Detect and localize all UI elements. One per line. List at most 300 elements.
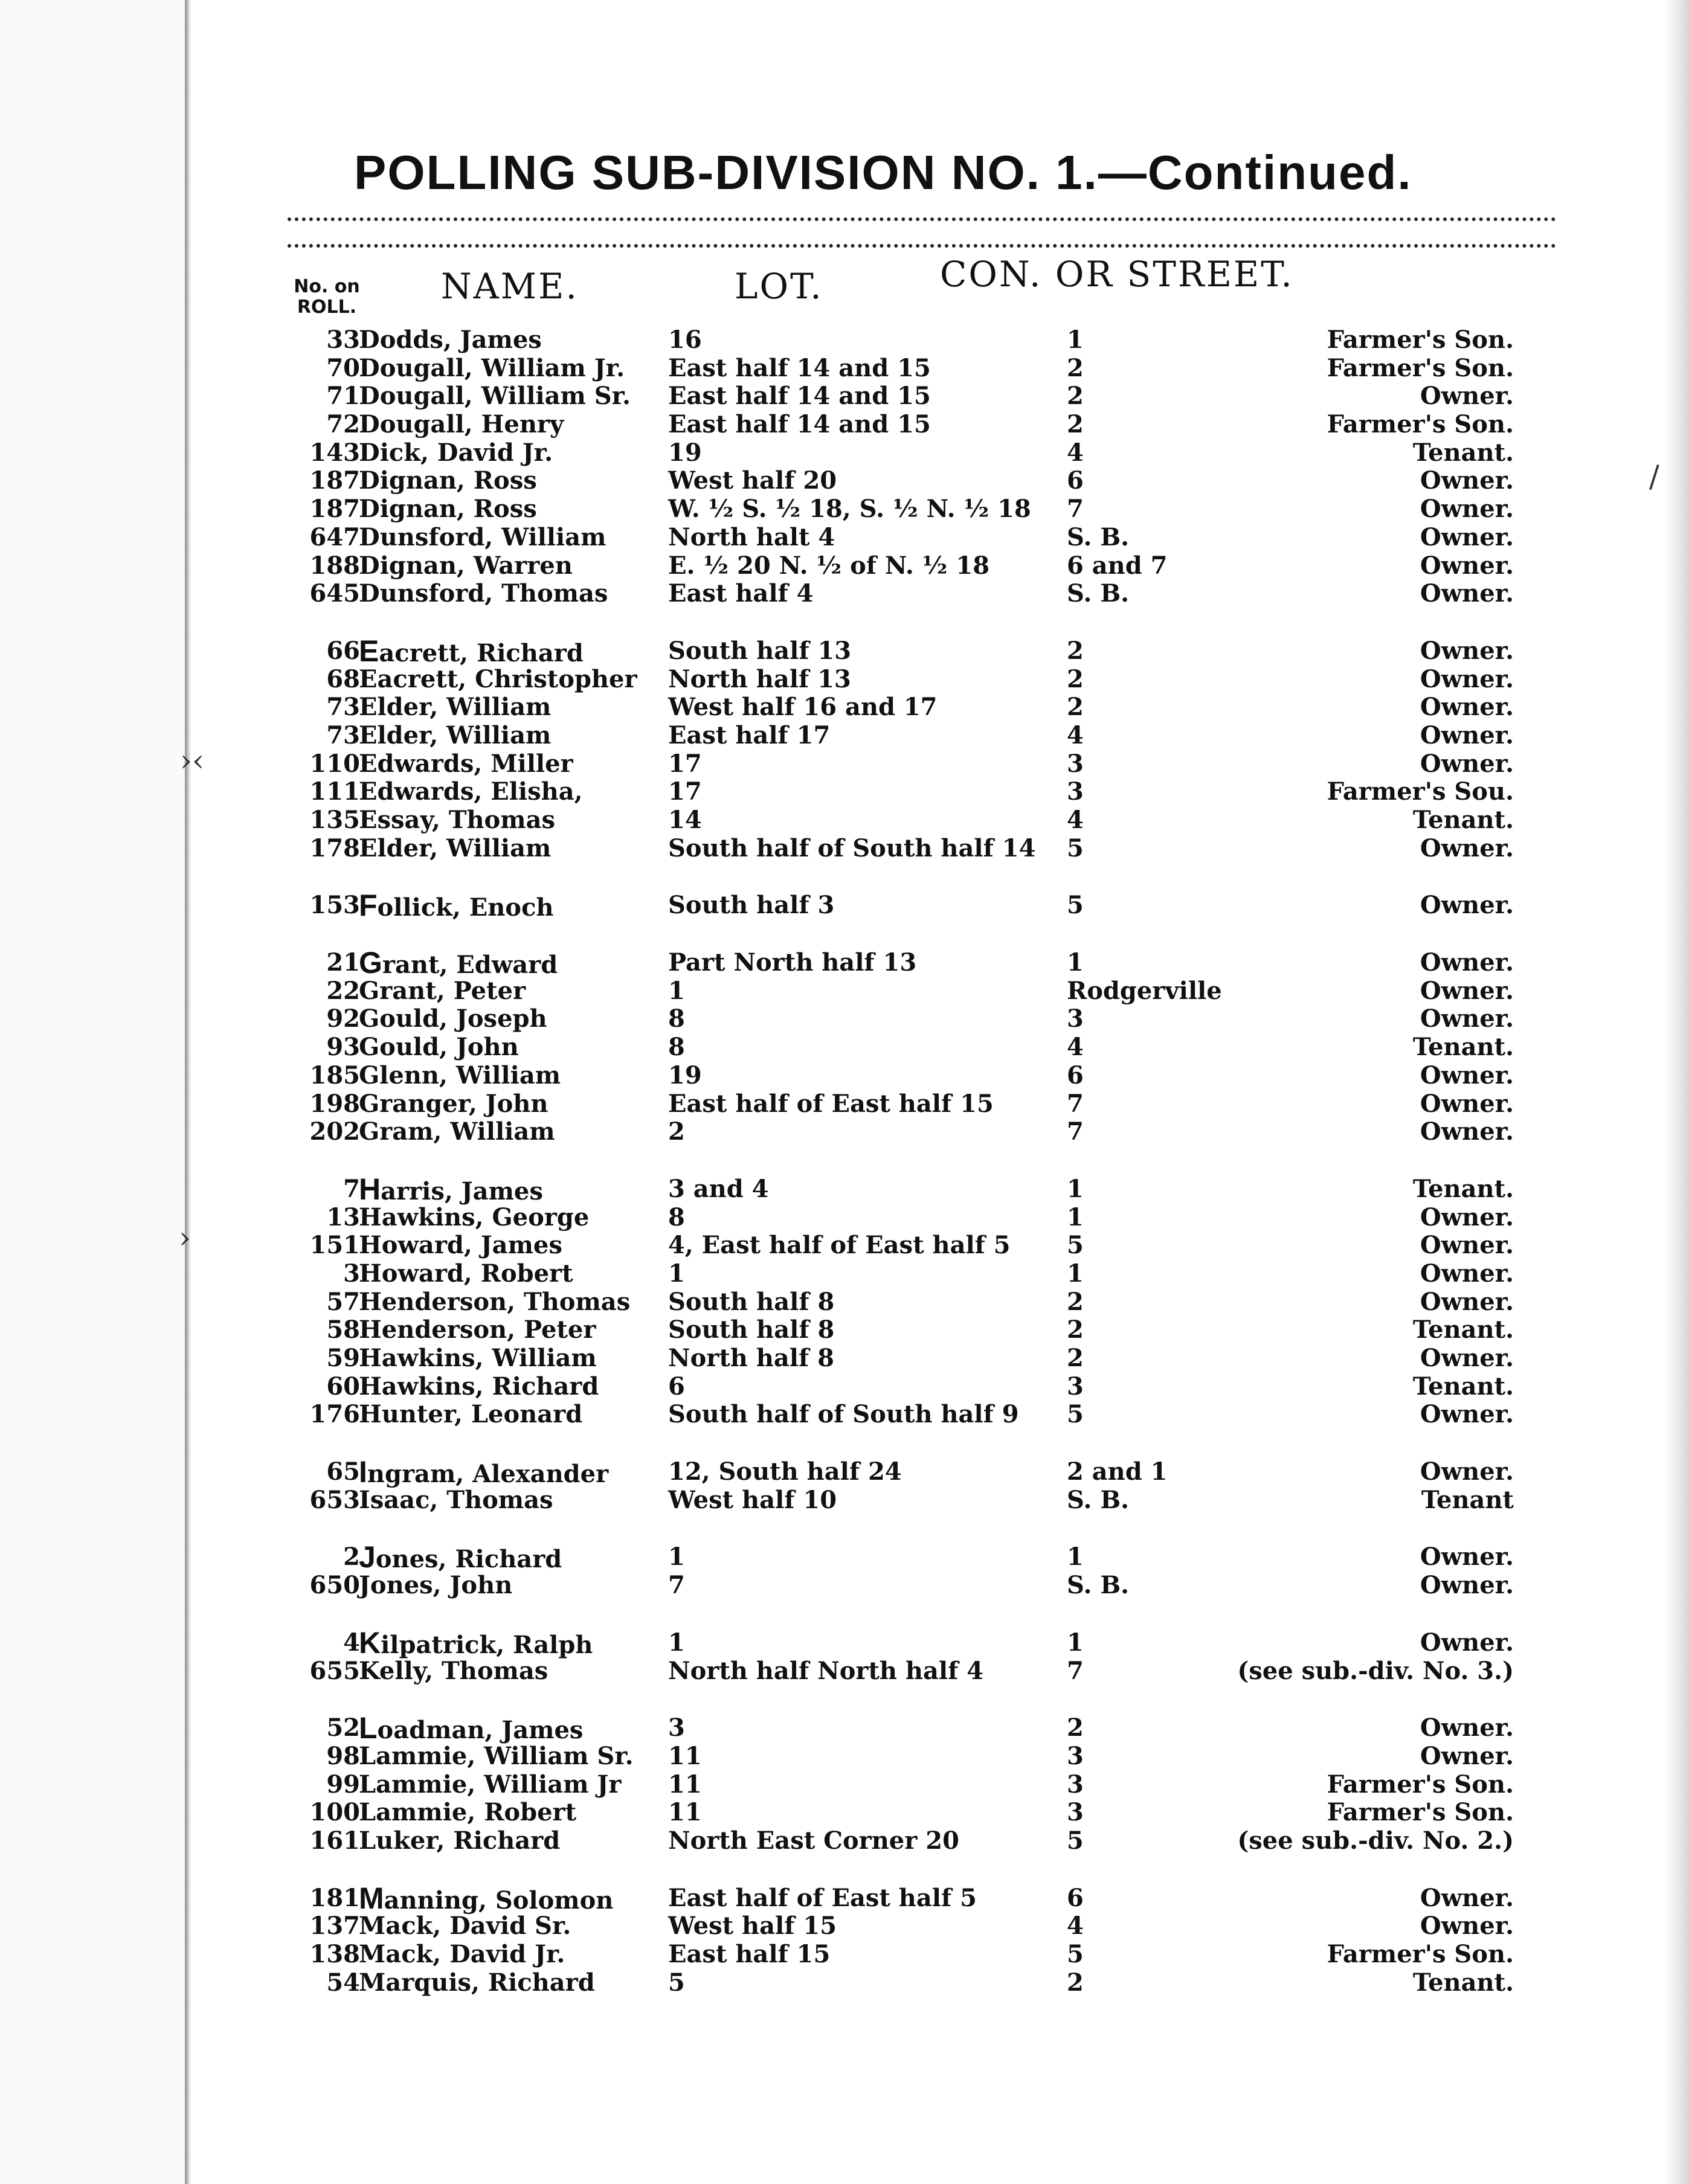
voter-row: [191, 411, 1665, 439]
section-initial: F: [359, 888, 378, 923]
roll-number: 153: [309, 891, 360, 920]
roll-number: 653: [309, 1485, 360, 1514]
voter-name: Essay, Thomas: [359, 806, 555, 834]
concession-or-street: 2: [1067, 693, 1084, 722]
voter-status: Owner.: [1420, 891, 1514, 920]
concession-or-street: 1: [1067, 1203, 1084, 1232]
voter-name: Elder, William: [359, 833, 552, 862]
lot-description: North halt 4: [668, 522, 835, 551]
voter-name: Luker, Richard: [359, 1826, 561, 1855]
voter-row: [191, 1941, 1665, 1969]
voter-row: [191, 1742, 1665, 1771]
lot-description: 16: [668, 326, 702, 354]
voter-row: [191, 326, 1665, 355]
voter-name: Dignan, Warren: [359, 551, 573, 580]
voter-row: [191, 467, 1665, 495]
roll-number: 3: [343, 1259, 360, 1288]
binding-mark: ›‹: [180, 743, 204, 778]
voter-status: Owner.: [1420, 1883, 1514, 1912]
roll-number: 71: [326, 382, 360, 411]
concession-or-street: 2: [1067, 1713, 1084, 1742]
roll-number: 198: [309, 1089, 360, 1118]
voter-status: Farmer's Son.: [1327, 410, 1514, 439]
roll-number: 52: [326, 1713, 360, 1742]
concession-or-street: 4: [1067, 1033, 1084, 1062]
voter-name: Kelly, Thomas: [359, 1656, 549, 1685]
lot-description: South half 8: [668, 1287, 835, 1316]
concession-or-street: 2: [1067, 382, 1084, 411]
voter-status: Owner.: [1420, 833, 1514, 862]
concession-or-street: 2: [1067, 1315, 1084, 1344]
voter-name: Dunsford, Thomas: [359, 579, 608, 608]
roll-number: 59: [326, 1344, 360, 1372]
lot-description: 1: [668, 976, 685, 1005]
voter-name: Henderson, Thomas: [359, 1287, 631, 1316]
concession-or-street: 1: [1067, 1543, 1084, 1572]
roll-number: 54: [326, 1968, 360, 1997]
voter-row: [191, 1881, 1665, 1915]
voter-name: Glenn, William: [359, 1061, 561, 1090]
voter-status: Owner.: [1420, 1741, 1514, 1770]
lot-description: West half 15: [668, 1912, 837, 1941]
voter-name: Lammie, William Jr: [359, 1770, 622, 1799]
roll-number: 4: [343, 1628, 360, 1657]
voter-status: Owner.: [1420, 1061, 1514, 1090]
roll-number: 98: [326, 1741, 360, 1770]
lot-description: 8: [668, 1004, 685, 1033]
voter-status: Owner.: [1420, 1117, 1514, 1146]
voter-name: Eacrett, Richard: [359, 634, 584, 668]
roll-number: 181: [309, 1883, 360, 1912]
voter-status: Farmer's Son.: [1327, 1770, 1514, 1799]
voter-name: Jones, John: [359, 1571, 513, 1600]
voter-name: Edwards, Miller: [359, 749, 573, 778]
header-name: NAME.: [441, 266, 579, 307]
voter-row: [191, 1799, 1665, 1827]
voter-name: Dougall, Henry: [359, 410, 564, 439]
lot-description: 11: [668, 1741, 702, 1770]
lot-description: East half 14 and 15: [668, 382, 931, 411]
voter-row: [191, 722, 1665, 750]
lot-description: 19: [668, 1061, 702, 1090]
voter-row: [191, 1373, 1665, 1401]
voter-row: [191, 946, 1665, 980]
voter-row: [191, 355, 1665, 383]
page-title: POLLING SUB-DIVISION NO. 1.—Continued.: [354, 146, 1412, 199]
voter-status: Farmer's Sou.: [1327, 777, 1514, 806]
concession-or-street: 1: [1067, 1259, 1084, 1288]
lot-description: 1: [668, 1543, 685, 1572]
roll-number: 135: [309, 806, 360, 834]
voter-status: Owner.: [1420, 1400, 1514, 1429]
voter-status: Owner.: [1420, 664, 1514, 693]
voter-name: Gould, Joseph: [359, 1004, 547, 1033]
voter-row: [191, 1572, 1665, 1600]
roll-number: 68: [326, 664, 360, 693]
concession-or-street: 1: [1067, 1628, 1084, 1657]
voter-name: Henderson, Peter: [359, 1315, 596, 1344]
lot-description: East half 14 and 15: [668, 353, 931, 382]
voter-row: [191, 1657, 1665, 1686]
concession-or-street: 1: [1067, 1174, 1084, 1203]
lot-description: 1: [668, 1628, 685, 1657]
roll-number: 187: [309, 466, 360, 495]
lot-description: North half 8: [668, 1344, 834, 1372]
voter-status: Farmer's Son.: [1327, 353, 1514, 382]
concession-or-street: 1: [1067, 326, 1084, 354]
voter-row: [191, 1401, 1665, 1429]
roll-number: 110: [309, 749, 360, 778]
voter-status: Owner.: [1420, 1628, 1514, 1657]
lot-description: 8: [668, 1203, 685, 1232]
voter-status: Tenant.: [1412, 1174, 1514, 1203]
concession-or-street: 2: [1067, 1968, 1084, 1997]
voter-name: Dougall, William Jr.: [359, 353, 625, 382]
voter-name: Dignan, Ross: [359, 466, 537, 495]
roll-number: 202: [309, 1117, 360, 1146]
voter-row: [191, 524, 1665, 552]
concession-or-street: S. B.: [1067, 522, 1130, 551]
roll-number: 73: [326, 693, 360, 722]
voter-row: [191, 1316, 1665, 1344]
voter-name: Loadman, James: [359, 1711, 584, 1746]
lot-description: 1: [668, 1259, 685, 1288]
voter-status: Owner.: [1420, 551, 1514, 580]
voter-status: Owner.: [1420, 1543, 1514, 1572]
voter-name: Hawkins, William: [359, 1344, 597, 1372]
edge-mark: ∕: [1649, 459, 1659, 494]
voter-row: [191, 778, 1665, 806]
section-initial: I: [359, 1455, 367, 1489]
lot-description: 14: [668, 806, 702, 834]
voter-status: Owner.: [1420, 522, 1514, 551]
roll-number: 185: [309, 1061, 360, 1090]
voter-status: Owner.: [1420, 749, 1514, 778]
voter-name: Gram, William: [359, 1117, 555, 1146]
lot-description: W. ½ S. ½ 18, S. ½ N. ½ 18: [668, 495, 1031, 524]
concession-or-street: 4: [1067, 721, 1084, 750]
concession-or-street: 4: [1067, 1912, 1084, 1941]
lot-description: East half 14 and 15: [668, 410, 931, 439]
roll-number: 655: [309, 1656, 360, 1685]
voter-name: Dignan, Ross: [359, 495, 537, 524]
roll-number: 161: [309, 1826, 360, 1855]
concession-or-street: 2: [1067, 410, 1084, 439]
roll-number: 92: [326, 1004, 360, 1033]
lot-description: South half of South half 9: [668, 1400, 1019, 1429]
concession-or-street: S. B.: [1067, 1571, 1130, 1600]
lot-description: East half 17: [668, 721, 831, 750]
voter-name: Marquis, Richard: [359, 1968, 595, 1997]
voter-row: [191, 750, 1665, 779]
voter-status: Owner.: [1420, 948, 1514, 977]
voter-row: [191, 1711, 1665, 1746]
roll-number: 99: [326, 1770, 360, 1799]
concession-or-street: 2: [1067, 1344, 1084, 1372]
roll-number: 138: [309, 1940, 360, 1968]
concession-or-street: 2: [1067, 636, 1084, 665]
section-initial: E: [359, 634, 379, 668]
voter-name: Edwards, Elisha,: [359, 777, 583, 806]
lot-description: East half of East half 15: [668, 1089, 994, 1118]
lot-description: 4, East half of East half 5: [668, 1231, 1011, 1260]
voter-name: Hawkins, Richard: [359, 1372, 599, 1401]
lot-description: E. ½ 20 N. ½ of N. ½ 18: [668, 551, 990, 580]
voter-name: Isaac, Thomas: [359, 1485, 553, 1514]
roll-number: 21: [326, 948, 360, 977]
voter-name: Dougall, William Sr.: [359, 382, 631, 411]
lot-description: 12, South half 24: [668, 1457, 902, 1486]
voter-status: Farmer's Son.: [1327, 1798, 1514, 1827]
voter-name: Mack, David Jr.: [359, 1940, 565, 1968]
voter-status: Owner.: [1420, 1287, 1514, 1316]
concession-or-street: 5: [1067, 891, 1084, 920]
concession-or-street: 2: [1067, 1287, 1084, 1316]
voter-name: Lammie, Robert: [359, 1798, 577, 1827]
voter-status: Owner.: [1420, 382, 1514, 411]
concession-or-street: 1: [1067, 948, 1084, 977]
voter-row: [191, 1118, 1665, 1146]
concession-or-street: 6: [1067, 1061, 1084, 1090]
voter-status: Owner.: [1420, 1259, 1514, 1288]
lot-description: 7: [668, 1571, 685, 1600]
lot-description: 3: [668, 1713, 685, 1742]
lot-description: West half 20: [668, 466, 837, 495]
voter-name: Dodds, James: [359, 326, 542, 354]
concession-or-street: 3: [1067, 777, 1084, 806]
roll-number: 65: [326, 1457, 360, 1486]
voter-name: Manning, Solomon: [359, 1881, 614, 1915]
left-page-margin: [0, 0, 185, 2184]
voter-status: Owner.: [1420, 1004, 1514, 1033]
voter-list: [191, 326, 1665, 1997]
voter-status: Owner.: [1420, 495, 1514, 524]
page-edge: [1665, 0, 1689, 2184]
voter-status: Owner.: [1420, 1203, 1514, 1232]
roll-number: 647: [309, 522, 360, 551]
voter-row: [191, 552, 1665, 580]
roll-number: 93: [326, 1033, 360, 1062]
voter-name: Grant, Edward: [359, 946, 558, 980]
voter-status: Tenant.: [1412, 438, 1514, 467]
roll-number: 73: [326, 721, 360, 750]
lot-description: North East Corner 20: [668, 1826, 959, 1855]
lot-description: 11: [668, 1770, 702, 1799]
voter-status: Tenant.: [1412, 1033, 1514, 1062]
concession-or-street: 6: [1067, 466, 1084, 495]
lot-description: East half 4: [668, 579, 814, 608]
lot-description: South half 8: [668, 1315, 835, 1344]
voter-status: Owner.: [1420, 1571, 1514, 1600]
book-spine: [185, 0, 191, 2184]
voter-name: Lammie, William Sr.: [359, 1741, 634, 1770]
voter-status: Owner.: [1420, 1344, 1514, 1372]
lot-description: 3 and 4: [668, 1174, 769, 1203]
voter-row: [191, 806, 1665, 835]
binding-mark: ›: [179, 1220, 191, 1255]
voter-name: Mack, David Sr.: [359, 1912, 571, 1941]
voter-row: [191, 1455, 1665, 1489]
voter-status: Farmer's Son.: [1327, 1940, 1514, 1968]
header-roll-number: No. on ROLL.: [294, 276, 360, 318]
voter-name: Harris, James: [359, 1172, 543, 1206]
concession-or-street: 5: [1067, 1826, 1084, 1855]
lot-description: 2: [668, 1117, 685, 1146]
voter-name: Gould, John: [359, 1033, 519, 1062]
roll-number: 13: [326, 1203, 360, 1232]
voter-row: [191, 1090, 1665, 1119]
voter-name: Kilpatrick, Ralph: [359, 1625, 593, 1660]
concession-or-street: S. B.: [1067, 579, 1130, 608]
voter-row: [191, 1912, 1665, 1941]
roll-number: 143: [309, 438, 360, 467]
roll-number: 137: [309, 1912, 360, 1941]
lot-description: South half 13: [668, 636, 852, 665]
roll-number: 645: [309, 579, 360, 608]
lot-description: Part North half 13: [668, 948, 917, 977]
voter-row: [191, 1172, 1665, 1206]
concession-or-street: 5: [1067, 1400, 1084, 1429]
lot-description: North half 13: [668, 664, 851, 693]
concession-or-street: 3: [1067, 1770, 1084, 1799]
roll-number: 650: [309, 1571, 360, 1600]
voter-name: Howard, James: [359, 1231, 562, 1260]
concession-or-street: S. B.: [1067, 1485, 1130, 1514]
concession-or-street: 3: [1067, 1798, 1084, 1827]
concession-or-street: 4: [1067, 438, 1084, 467]
roll-number: 58: [326, 1315, 360, 1344]
voter-row: [191, 634, 1665, 668]
voter-row: [191, 835, 1665, 863]
concession-or-street: 3: [1067, 1372, 1084, 1401]
concession-or-street: 3: [1067, 1741, 1084, 1770]
section-initial: G: [359, 946, 382, 980]
lot-description: 6: [668, 1372, 685, 1401]
voter-status: Owner.: [1420, 579, 1514, 608]
lot-description: North half North half 4: [668, 1656, 984, 1685]
roll-number: 66: [326, 636, 360, 665]
lot-description: East half of East half 5: [668, 1883, 977, 1912]
roll-number: 22: [326, 976, 360, 1005]
voter-row: [191, 1486, 1665, 1515]
roll-number: 151: [309, 1231, 360, 1260]
voter-row: [191, 580, 1665, 608]
voter-name: Hawkins, George: [359, 1203, 590, 1232]
title-rule-top: [288, 217, 1556, 221]
concession-or-street: 3: [1067, 1004, 1084, 1033]
roll-number: 187: [309, 495, 360, 524]
lot-description: 11: [668, 1798, 702, 1827]
voter-status: Tenant.: [1412, 806, 1514, 834]
voter-row: [191, 1062, 1665, 1090]
voter-row: [191, 1827, 1665, 1855]
concession-or-street: 2: [1067, 664, 1084, 693]
roll-number: 33: [326, 326, 360, 354]
section-initial: M: [359, 1881, 384, 1915]
voter-row: [191, 1260, 1665, 1288]
voter-status: Tenant.: [1412, 1315, 1514, 1344]
voter-name: Elder, William: [359, 693, 552, 722]
concession-or-street: 7: [1067, 1089, 1084, 1118]
voter-row: [191, 1540, 1665, 1575]
lot-description: West half 16 and 17: [668, 693, 938, 722]
voter-status: Owner.: [1420, 466, 1514, 495]
roll-number: 57: [326, 1287, 360, 1316]
roll-number: 188: [309, 551, 360, 580]
voter-status: Owner.: [1420, 1713, 1514, 1742]
section-initial: K: [359, 1625, 381, 1660]
concession-or-street: 7: [1067, 1117, 1084, 1146]
voter-row: [191, 1625, 1665, 1660]
roll-number: 72: [326, 410, 360, 439]
voter-status: Owner.: [1420, 1231, 1514, 1260]
voter-status: Owner.: [1420, 1089, 1514, 1118]
concession-or-street: 3: [1067, 749, 1084, 778]
voter-row: [191, 977, 1665, 1006]
voter-status: Tenant: [1421, 1485, 1514, 1514]
voter-status: Owner.: [1420, 693, 1514, 722]
concession-or-street: Rodgerville: [1067, 976, 1222, 1005]
voter-status: Tenant.: [1412, 1372, 1514, 1401]
concession-or-street: 2: [1067, 353, 1084, 382]
concession-or-street: 6 and 7: [1067, 551, 1168, 580]
lot-description: 19: [668, 438, 702, 467]
voter-row: [191, 1005, 1665, 1033]
section-initial: J: [359, 1540, 376, 1575]
voter-row: [191, 1771, 1665, 1799]
roll-number: 2: [343, 1543, 360, 1572]
lot-description: 8: [668, 1033, 685, 1062]
lot-description: East half 15: [668, 1940, 831, 1968]
roll-number: 111: [309, 777, 360, 806]
voter-row: [191, 666, 1665, 694]
concession-or-street: 4: [1067, 806, 1084, 834]
concession-or-street: 5: [1067, 833, 1084, 862]
concession-or-street: 2 and 1: [1067, 1457, 1168, 1486]
concession-or-street: 7: [1067, 495, 1084, 524]
concession-or-street: 6: [1067, 1883, 1084, 1912]
concession-or-street: 7: [1067, 1656, 1084, 1685]
voter-status: Owner.: [1420, 636, 1514, 665]
roll-number: 70: [326, 353, 360, 382]
voter-row: [191, 1344, 1665, 1373]
lot-description: 17: [668, 777, 702, 806]
voter-name: Dunsford, William: [359, 522, 606, 551]
lot-description: 5: [668, 1968, 685, 1997]
voter-name: Elder, William: [359, 721, 552, 750]
voter-row: [191, 382, 1665, 411]
roll-number: 178: [309, 833, 360, 862]
concession-or-street: 5: [1067, 1231, 1084, 1260]
voter-status: Owner.: [1420, 1457, 1514, 1486]
roll-number: 100: [309, 1798, 360, 1827]
voter-status: Farmer's Son.: [1327, 326, 1514, 354]
concession-or-street: 5: [1067, 1940, 1084, 1968]
voter-status: (see sub.-div. No. 3.): [1237, 1656, 1514, 1685]
voter-status: Owner.: [1420, 976, 1514, 1005]
voter-row: [191, 888, 1665, 923]
roll-number: 60: [326, 1372, 360, 1401]
voter-name: Follick, Enoch: [359, 888, 554, 923]
voter-name: Jones, Richard: [359, 1540, 562, 1575]
lot-description: 17: [668, 749, 702, 778]
roll-number: 176: [309, 1400, 360, 1429]
voter-row: [191, 1033, 1665, 1062]
voter-name: Grant, Peter: [359, 976, 526, 1005]
section-initial: H: [359, 1172, 381, 1206]
roll-number: 7: [343, 1174, 360, 1203]
voter-row: [191, 693, 1665, 722]
